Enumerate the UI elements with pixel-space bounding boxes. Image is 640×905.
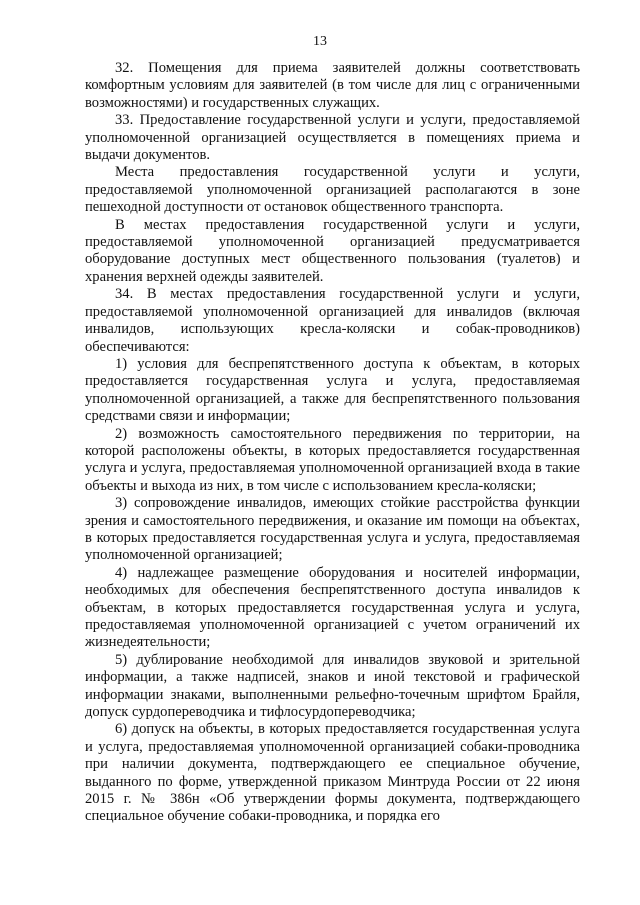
list-item-2: 2) возможность самостоятельного передвижения по территории, на которой расположены объекты, в которых предоставляется государственная услуга и услуга, предоставляемая уполномоченной организацией входа в такие объекты и выхода из них, в том числе с использованием кресла-коляски;	[85, 425, 580, 494]
paragraph-34: 34. В местах предоставления государственной услуги и услуги, предоставляемой уполномоченной организацией для инвалидов (включая инвалидов, использующих кресла-коляски и собак-проводников) обеспечиваются:	[85, 286, 580, 355]
page-number: 13	[313, 34, 327, 49]
paragraph-33: 33. Предоставление государственной услуги и услуги, предоставляемой уполномоченной организацией осуществляется в помещениях приема и выдачи документов.	[85, 112, 580, 164]
list-item-4: 4) надлежащее размещение оборудования и носителей информации, необходимых для обеспечения беспрепятственного доступа инвалидов к объектам, в которых предоставляется государственная услуга и услуга, предоставляемая уполномоченной организацией с учетом ограничений их жизнедеятельности;	[85, 564, 580, 651]
list-item-5: 5) дублирование необходимой для инвалидов звуковой и зрительной информации, а также надписей, знаков и иной текстовой и графической информации знаками, выполненными рельефно-точечным шрифтом Брайля, допуск сурдопереводчика и тифлосурдопереводчика;	[85, 651, 580, 721]
document-body	[85, 60, 580, 826]
paragraph-places-equipment: В местах предоставления государственной услуги и услуги, предоставляемой уполномоченной организацией предусматривается оборудование доступных мест общественного пользования (туалетов) и хранения верхней одежды заявителей.	[85, 216, 580, 285]
paragraph-32: 32. Помещения для приема заявителей должны соответствовать комфортным условиям для заявителей (в том числе для лиц с ограниченными возможностями) и государственных служащих.	[85, 60, 580, 111]
list-item-3: 3) сопровождение инвалидов, имеющих стойкие расстройства функции зрения и самостоятельного передвижения, и оказание им помощи на объектах, в которых предоставляется государственная услуга и услуга, предоставляемая уполномоченной организацией;	[85, 495, 580, 564]
list-item-1: 1) условия для беспрепятственного доступа к объектам, в которых предоставляется государственная услуга и услуга, предоставляемая уполномоченной организацией, а также для беспрепятственного пользования средствами связи и информации;	[85, 355, 580, 425]
paragraph-places-location: Места предоставления государственной услуги и услуги, предоставляемой уполномоченной организацией располагаются в зоне пешеходной доступности от остановок общественного транспорта.	[85, 164, 580, 216]
list-item-6: 6) допуск на объекты, в которых предоставляется государственная услуга и услуга, предоставляемая уполномоченной организацией собаки-проводника при наличии документа, подтверждающего ее специальное обучение, выданного по форме, утвержденной приказом Минтруда России от 22 июня 2015 г. № 386н «Об утверждении формы документа, подтверждающего специальное обучение собаки-проводника, и порядка его	[85, 721, 580, 825]
